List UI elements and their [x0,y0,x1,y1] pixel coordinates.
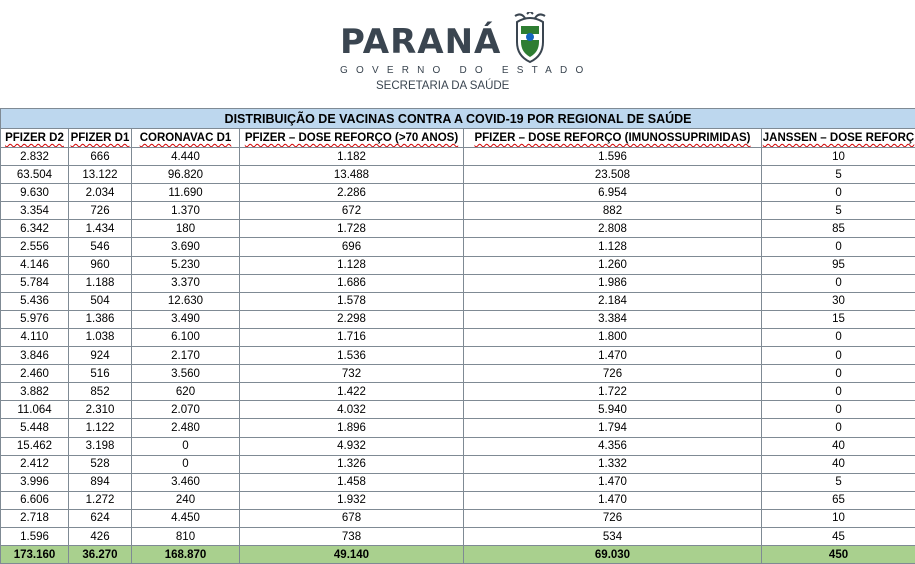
table-cell: 3.690 [132,238,240,256]
table-cell: 1.596 [1,527,69,545]
table-cell: 2.556 [1,238,69,256]
table-cell: 504 [69,292,132,310]
total-cell: 49.140 [240,546,464,564]
table-cell: 1.722 [464,383,762,401]
table-cell: 63.504 [1,166,69,184]
table-cell: 0 [762,383,915,401]
table-cell: 528 [69,455,132,473]
table-row [1,401,915,419]
table-cell: 5.436 [1,292,69,310]
table-cell: 1.470 [464,473,762,491]
column-header-janssen-booster: JANSSEN – DOSE REFORÇ [762,129,915,148]
table-cell: 1.470 [464,491,762,509]
table-cell: 2.832 [1,148,69,166]
table-cell: 678 [240,509,464,527]
table-cell: 2.310 [69,401,132,419]
total-cell: 173.160 [1,546,69,564]
table-row [1,365,915,383]
total-cell: 36.270 [69,546,132,564]
table-cell: 10 [762,148,915,166]
table-cell: 0 [762,184,915,202]
table-cell: 2.286 [240,184,464,202]
table-cell: 0 [762,274,915,292]
table-cell: 924 [69,347,132,365]
table-cell: 810 [132,527,240,545]
table-cell: 2.718 [1,509,69,527]
table-cell: 11.690 [132,184,240,202]
table-cell: 3.490 [132,310,240,328]
table-cell: 546 [69,238,132,256]
table-title-row [1,109,915,129]
table-cell: 2.460 [1,365,69,383]
table-cell: 30 [762,292,915,310]
table-cell: 0 [132,437,240,455]
table-cell: 672 [240,202,464,220]
table-cell: 426 [69,527,132,545]
table-cell: 620 [132,383,240,401]
table-cell: 1.326 [240,455,464,473]
table-cell: 1.422 [240,383,464,401]
table-cell: 624 [69,509,132,527]
table-cell: 738 [240,527,464,545]
total-cell: 168.870 [132,546,240,564]
table-cell: 1.188 [69,274,132,292]
table-row [1,166,915,184]
table-cell: 2.070 [132,401,240,419]
table-row [1,238,915,256]
table-cell: 3.882 [1,383,69,401]
table-row [1,148,915,166]
table-cell: 5 [762,166,915,184]
parana-logo [338,12,553,96]
table-cell: 666 [69,148,132,166]
table-cell: 1.794 [464,419,762,437]
table-cell: 5 [762,202,915,220]
table-cell: 3.354 [1,202,69,220]
table-cell: 726 [69,202,132,220]
table-cell: 23.508 [464,166,762,184]
table-cell: 732 [240,365,464,383]
table-cell: 1.536 [240,347,464,365]
logo-brand: PARANÁ [340,22,501,62]
table-row [1,383,915,401]
table-cell: 13.488 [240,166,464,184]
table-cell: 4.032 [240,401,464,419]
table-cell: 13.122 [69,166,132,184]
table-cell: 1.272 [69,491,132,509]
table-cell: 1.716 [240,328,464,346]
table-cell: 4.356 [464,437,762,455]
total-cell: 450 [762,546,915,564]
table-cell: 5 [762,473,915,491]
column-header-pfizer-d2: PFIZER D2 [1,129,69,148]
table-cell: 6.954 [464,184,762,202]
table-cell: 2.034 [69,184,132,202]
table-cell: 1.182 [240,148,464,166]
table-cell: 0 [132,455,240,473]
table-cell: 1.128 [240,256,464,274]
table-cell: 0 [762,347,915,365]
column-header-coronavac-d1: CORONAVAC D1 [132,129,240,148]
column-header-pfizer-booster-immuno: PFIZER – DOSE REFORÇO (IMUNOSSUPRIMIDAS) [464,129,762,148]
table-cell: 5.784 [1,274,69,292]
table-cell: 5.940 [464,401,762,419]
table-cell: 960 [69,256,132,274]
table-cell: 0 [762,419,915,437]
table-row [1,220,915,238]
column-header-pfizer-d1: PFIZER D1 [69,129,132,148]
table-cell: 1.128 [464,238,762,256]
table-cell: 40 [762,437,915,455]
table-row [1,292,915,310]
table-cell: 3.846 [1,347,69,365]
table-cell: 1.434 [69,220,132,238]
table-cell: 5.976 [1,310,69,328]
table-cell: 2.412 [1,455,69,473]
table-cell: 4.440 [132,148,240,166]
table-row [1,274,915,292]
table-cell: 6.100 [132,328,240,346]
table-cell: 85 [762,220,915,238]
table-row [1,473,915,491]
table-row [1,491,915,509]
table-cell: 534 [464,527,762,545]
table-cell: 15 [762,310,915,328]
table-cell: 1.260 [464,256,762,274]
table-row [1,256,915,274]
table-cell: 12.630 [132,292,240,310]
table-cell: 3.384 [464,310,762,328]
table-row [1,184,915,202]
table-cell: 95 [762,256,915,274]
table-cell: 15.462 [1,437,69,455]
table-cell: 2.480 [132,419,240,437]
table-cell: 240 [132,491,240,509]
table-cell: 1.386 [69,310,132,328]
column-header-pfizer-booster-70: PFIZER – DOSE REFORÇO (>70 ANOS) [240,129,464,148]
table-cell: 0 [762,238,915,256]
table-row [1,328,915,346]
table-cell: 2.184 [464,292,762,310]
table-row [1,527,915,545]
table-cell: 1.332 [464,455,762,473]
table-cell: 1.596 [464,148,762,166]
table-cell: 1.686 [240,274,464,292]
table-cell: 45 [762,527,915,545]
table-row [1,310,915,328]
table-cell: 726 [464,509,762,527]
table-cell: 1.458 [240,473,464,491]
table-cell: 4.110 [1,328,69,346]
table-cell: 2.298 [240,310,464,328]
table-cell: 2.170 [132,347,240,365]
table-cell: 2.808 [464,220,762,238]
table-cell: 40 [762,455,915,473]
total-cell: 69.030 [464,546,762,564]
table-row [1,419,915,437]
table-cell: 3.370 [132,274,240,292]
page-header [0,0,915,108]
table-cell: 96.820 [132,166,240,184]
table-cell: 180 [132,220,240,238]
table-cell: 3.560 [132,365,240,383]
table-cell: 4.146 [1,256,69,274]
table-cell: 65 [762,491,915,509]
table-cell: 1.932 [240,491,464,509]
table-cell: 6.342 [1,220,69,238]
table-cell: 3.198 [69,437,132,455]
table-cell: 5.230 [132,256,240,274]
table-cell: 516 [69,365,132,383]
table-row [1,347,915,365]
table-cell: 1.038 [69,328,132,346]
table-cell: 726 [464,365,762,383]
table-cell: 696 [240,238,464,256]
table-cell: 852 [69,383,132,401]
table-cell: 1.470 [464,347,762,365]
table-cell: 0 [762,328,915,346]
table-cell: 11.064 [1,401,69,419]
table-cell: 894 [69,473,132,491]
logo-department: SECRETARIA DA SAÚDE [376,80,509,92]
table-row [1,455,915,473]
table-cell: 5.448 [1,419,69,437]
table-cell: 3.460 [132,473,240,491]
table-cell: 1.986 [464,274,762,292]
table-row [1,202,915,220]
logo-government: GOVERNO DO ESTADO [340,65,548,76]
table-header-row [1,129,915,148]
table-cell: 1.728 [240,220,464,238]
table-cell: 3.996 [1,473,69,491]
parana-coat-of-arms-icon [511,12,549,64]
table-cell: 1.800 [464,328,762,346]
table-cell: 1.370 [132,202,240,220]
table-cell: 9.630 [1,184,69,202]
table-cell: 0 [762,401,915,419]
table-cell: 0 [762,365,915,383]
table-cell: 6.606 [1,491,69,509]
table-cell: 1.896 [240,419,464,437]
table-cell: 4.932 [240,437,464,455]
table-row [1,437,915,455]
table-row [1,509,915,527]
table-cell: 10 [762,509,915,527]
table-cell: 1.578 [240,292,464,310]
table-cell: 4.450 [132,509,240,527]
vaccine-distribution-table [0,108,915,564]
table-title: DISTRIBUIÇÃO DE VACINAS CONTRA A COVID-19 POR REGIONAL DE SAÚDE [1,109,915,129]
table-cell: 882 [464,202,762,220]
table-cell: 1.122 [69,419,132,437]
